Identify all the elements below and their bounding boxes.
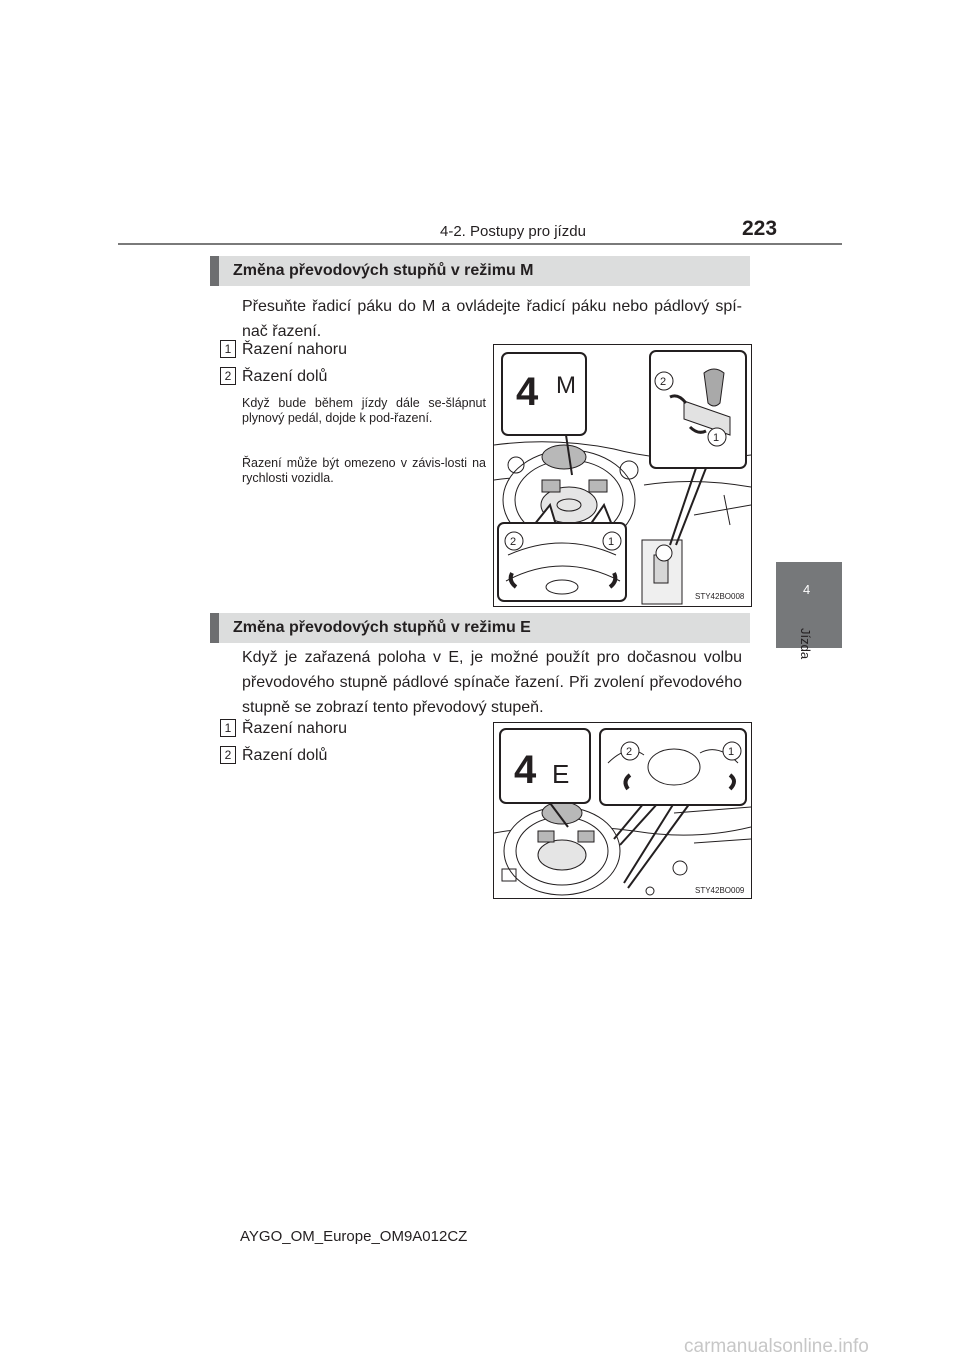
chapter-tab-label: Jízda xyxy=(798,628,813,660)
figure-code: STY42BO008 xyxy=(695,592,745,601)
item-number-box: 1 xyxy=(220,340,236,358)
chapter-tab-number: 4 xyxy=(803,582,811,597)
callout-number: 2 xyxy=(626,746,633,758)
display-mode-text: M xyxy=(556,372,576,399)
item-label-downshift: Řazení dolů xyxy=(242,747,328,764)
callout-number: 2 xyxy=(510,536,517,548)
display-gear-text: 4 xyxy=(516,370,539,414)
item-label-downshift: Řazení dolů xyxy=(242,368,328,385)
item-number-box: 2 xyxy=(220,367,236,385)
figure-code: STY42BO009 xyxy=(695,886,745,895)
watermark[interactable]: carmanualsonline.info xyxy=(684,1336,869,1357)
section-heading-m xyxy=(210,256,750,286)
footer-document-id: AYGO_OM_Europe_OM9A012CZ xyxy=(240,1228,468,1245)
note-speed-limit: Řazení může být omezeno v závis-losti na rychlosti vozidla. xyxy=(242,456,486,485)
figure-e-svg xyxy=(494,723,751,898)
display-gear-text: 4 xyxy=(514,748,537,792)
item-label-upshift: Řazení nahoru xyxy=(242,341,347,358)
header-rule xyxy=(118,243,842,245)
section-m-paragraph: Přesuňte řadicí páku do M a ovládejte řadicí páku nebo pádlový spí-nač řazení. xyxy=(242,298,742,340)
section-heading-e xyxy=(210,613,750,643)
section-heading-e-text: Změna převodových stupňů v režimu E xyxy=(233,619,531,636)
item-number-box: 2 xyxy=(220,746,236,764)
section-e-paragraph: Když je zařazená poloha v E, je možné použít pro dočasnou volbu převodového stupně pádlové spínače řazení. Při zvolení převodového stupně se zobrazí tento převodový stupeň. xyxy=(242,649,742,716)
item-label-upshift: Řazení nahoru xyxy=(242,720,347,737)
figure-m-mode-illustration xyxy=(493,344,752,607)
callout-number: 1 xyxy=(728,746,735,758)
figure-m-svg xyxy=(494,345,751,606)
section-heading-m-text: Změna převodových stupňů v režimu M xyxy=(233,262,534,279)
figure-e-mode-illustration xyxy=(493,722,752,899)
callout-number: 1 xyxy=(608,536,615,548)
display-mode-text: E xyxy=(552,759,570,789)
callout-number: 2 xyxy=(660,376,667,388)
item-number-box: 1 xyxy=(220,719,236,737)
page-number: 223 xyxy=(742,217,778,240)
header-section-title: 4-2. Postupy pro jízdu xyxy=(440,223,586,240)
callout-number: 1 xyxy=(713,432,720,444)
note-kickdown: Když bude během jízdy dále se-šlápnut plynový pedál, dojde k pod-řazení. xyxy=(242,396,486,425)
